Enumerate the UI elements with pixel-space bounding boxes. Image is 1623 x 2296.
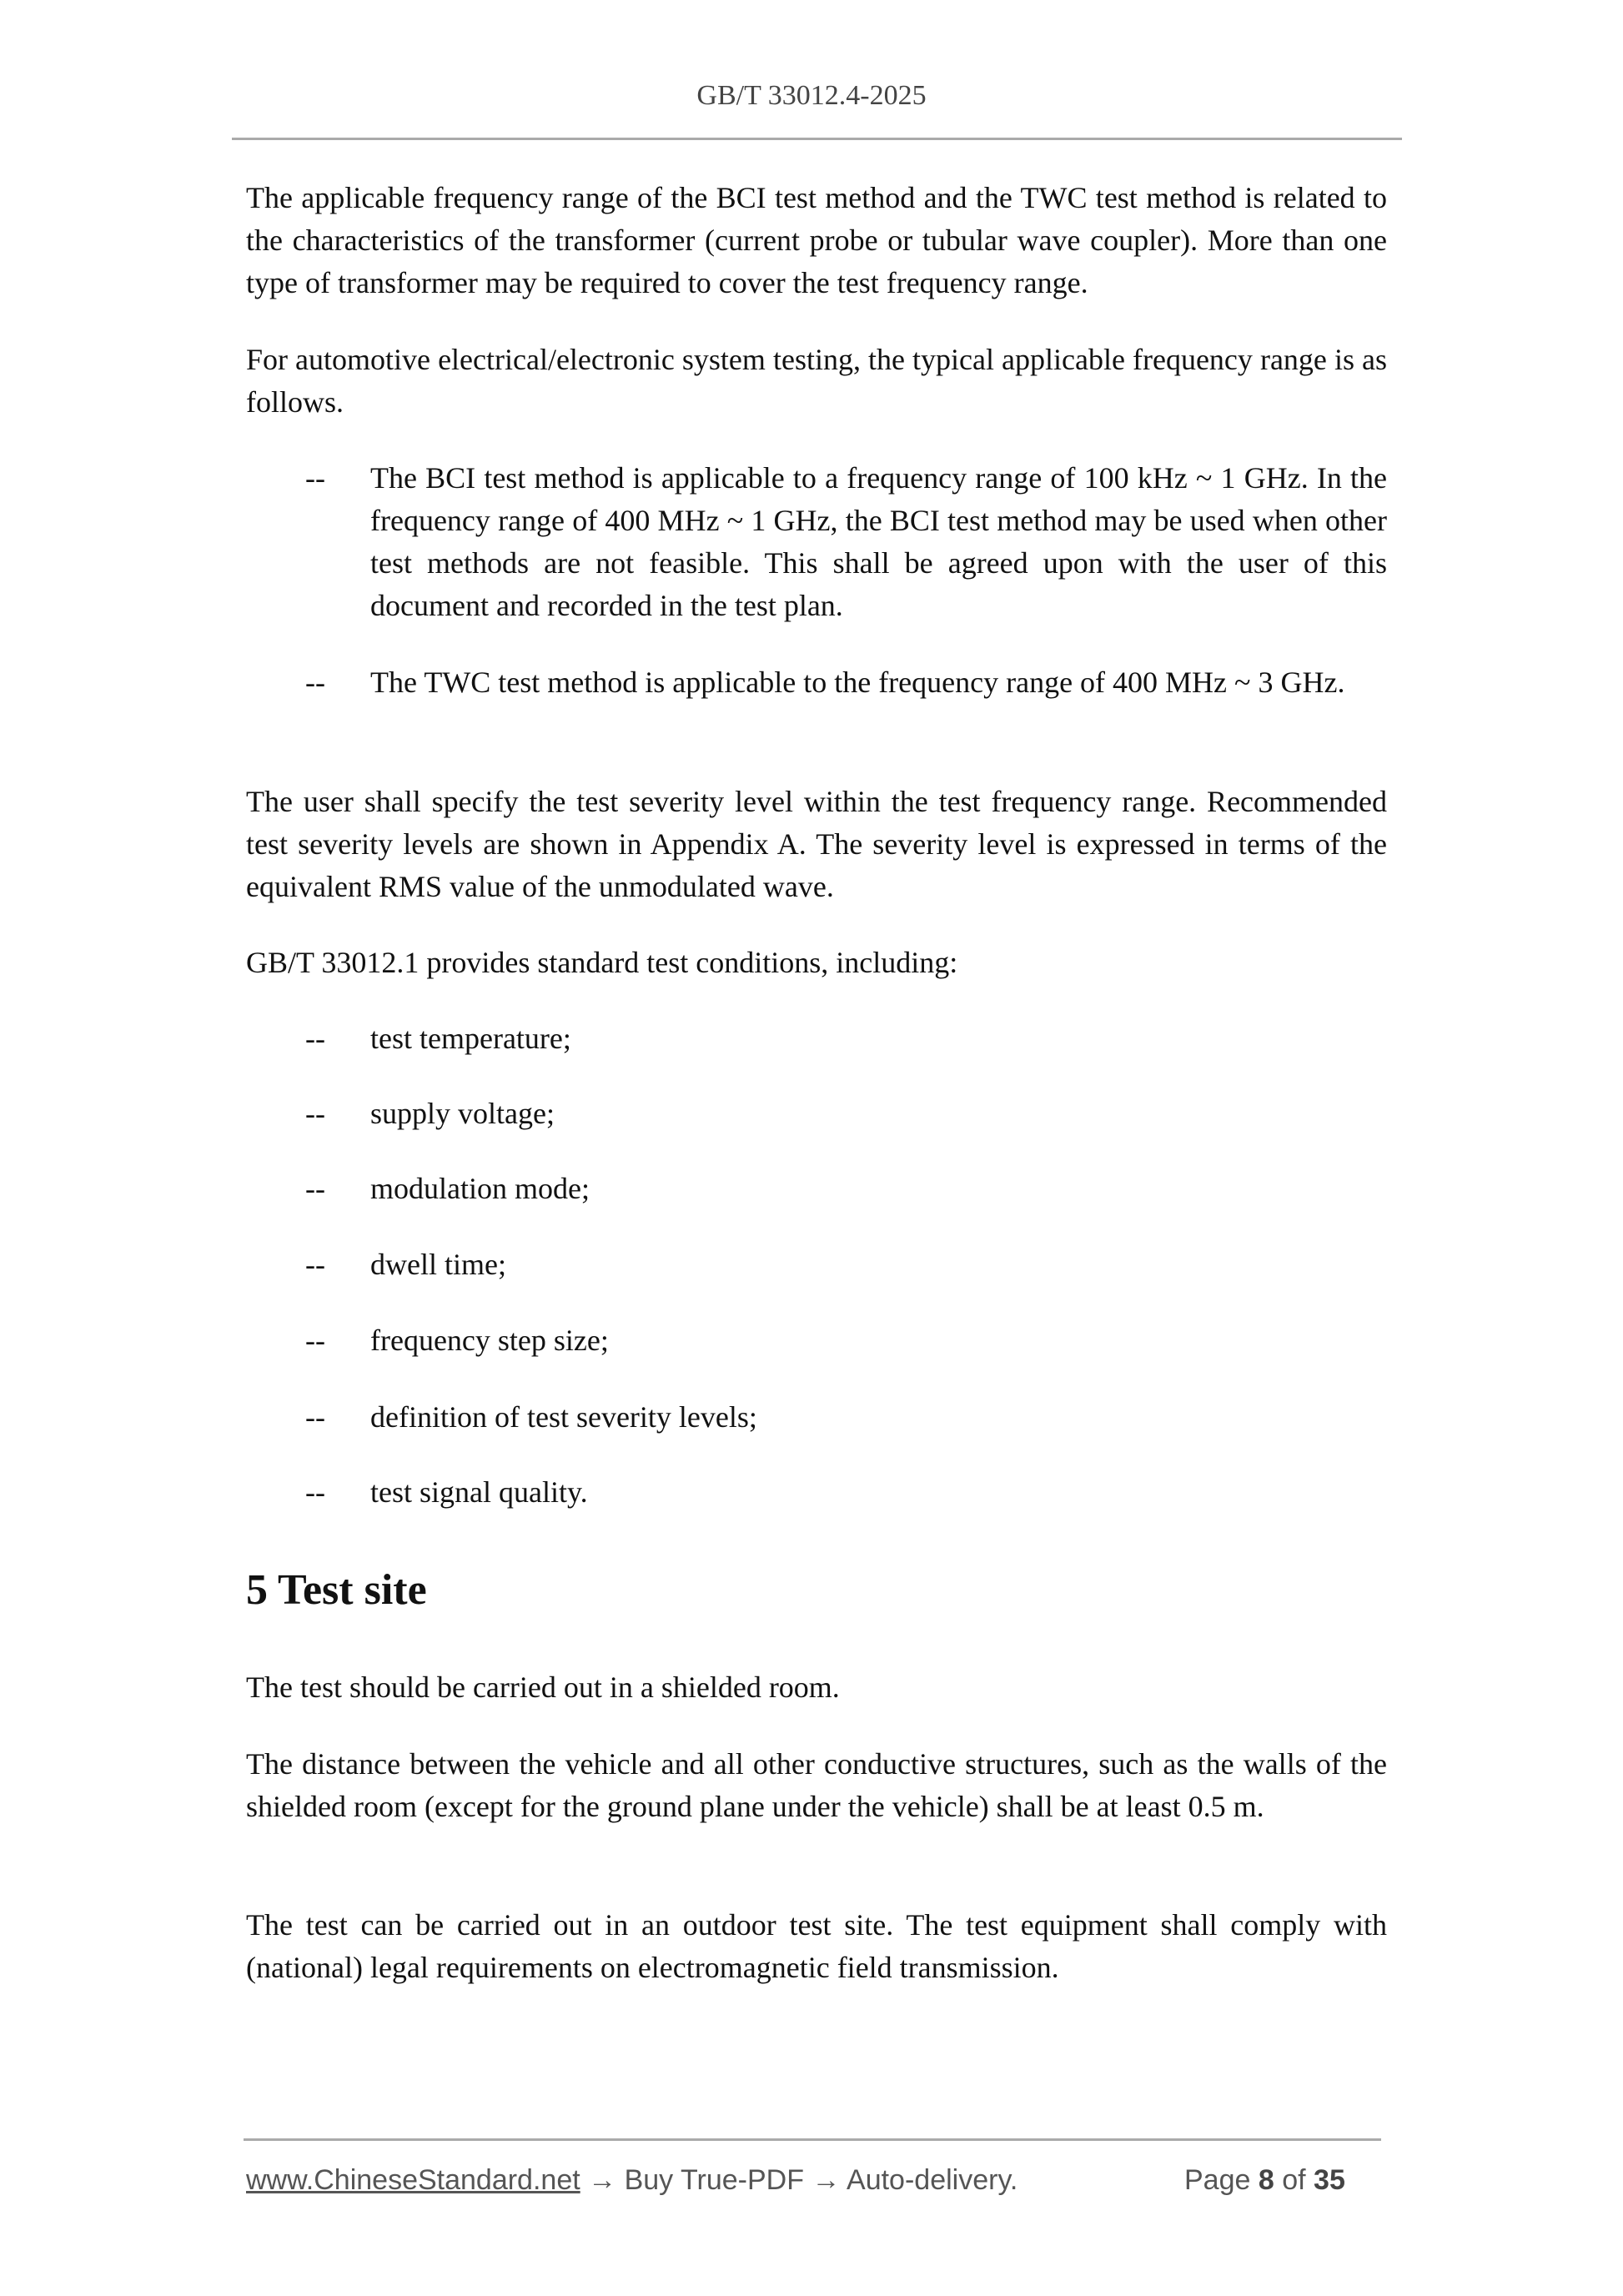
dash-bullet: -- [305,1324,325,1357]
paragraph: The distance between the vehicle and all other conductive structures, such as the walls of the shielded room (except for the ground plane under the vehicle) shall be at least 0.5 m. [246,1747,1387,1823]
list-item-text: The BCI test method is applicable to a frequency range of 100 kHz ~ 1 GHz. In the frequency range of 400 MHz ~ 1 GHz, the BCI test method may be used when other test methods are not feasible. This shall be agreed upon with the user of this document and recorded in the test plan. [370,461,1387,622]
section-heading: 5 Test site [246,1566,427,1614]
paragraph: The applicable frequency range of the BCI test method and the TWC test method is related to the characteristics of the transformer (current probe or tubular wave coupler). More than one type of transformer may be required to cover the test frequency range. [246,181,1387,299]
list-item [305,1093,1387,1135]
dash-bullet: -- [305,1248,325,1281]
paragraph: The user shall specify the test severity level within the test frequency range. Recommended test severity levels are shown in Appendix A. The severity level is expressed in terms of the equivalent RMS value of the unmodulated wave. [246,785,1387,903]
list-item-text: test temperature; [370,1022,571,1055]
list-item [305,661,1387,704]
dash-bullet: -- [305,666,325,699]
list-item [305,1396,1387,1439]
arrow-icon: → [588,2164,617,2196]
list-item [305,1017,1387,1060]
page-indicator [1184,2164,1345,2197]
footer-divider [244,2138,1381,2141]
header-divider [232,138,1402,140]
dash-bullet: -- [305,1022,325,1055]
list-item-text: supply voltage; [370,1097,555,1130]
arrow-icon: → [812,2164,841,2196]
page-number: 8 [1258,2164,1274,2196]
paragraph: For automotive electrical/electronic system testing, the typical applicable frequency range is as follows. [246,343,1387,419]
page-label: Page [1184,2164,1251,2196]
buy-text: Buy True-PDF [624,2164,804,2196]
list-item [305,457,1387,627]
list-item [305,1168,1387,1210]
of-label: of [1282,2164,1306,2196]
page-total: 35 [1314,2164,1345,2196]
list-item-text: The TWC test method is applicable to the frequency range of 400 MHz ~ 3 GHz. [370,666,1345,699]
list-item-text: definition of test severity levels; [370,1400,757,1434]
header-title: GB/T 33012.4-2025 [696,80,927,111]
dash-bullet: -- [305,1097,325,1130]
delivery-text: Auto-delivery. [847,2164,1018,2196]
list-item-text: modulation mode; [370,1172,590,1205]
list-item-text: test signal quality. [370,1475,588,1509]
list-item-text: frequency step size; [370,1324,609,1357]
paragraph: GB/T 33012.1 provides standard test conditions, including: [246,946,958,979]
dash-bullet: -- [305,461,325,495]
list-item [305,1319,1387,1362]
list-item [305,1471,1387,1514]
list-item-text: dwell time; [370,1248,506,1281]
dash-bullet: -- [305,1475,325,1509]
website-link[interactable]: www.ChineseStandard.net [246,2164,580,2196]
footer-promo [246,2164,1018,2197]
dash-bullet: -- [305,1172,325,1205]
list-item [305,1243,1387,1286]
paragraph: The test should be carried out in a shielded room. [246,1671,840,1704]
dash-bullet: -- [305,1400,325,1434]
paragraph: The test can be carried out in an outdoor test site. The test equipment shall comply with (national) legal requirements on electromagnetic field transmission. [246,1908,1387,1984]
